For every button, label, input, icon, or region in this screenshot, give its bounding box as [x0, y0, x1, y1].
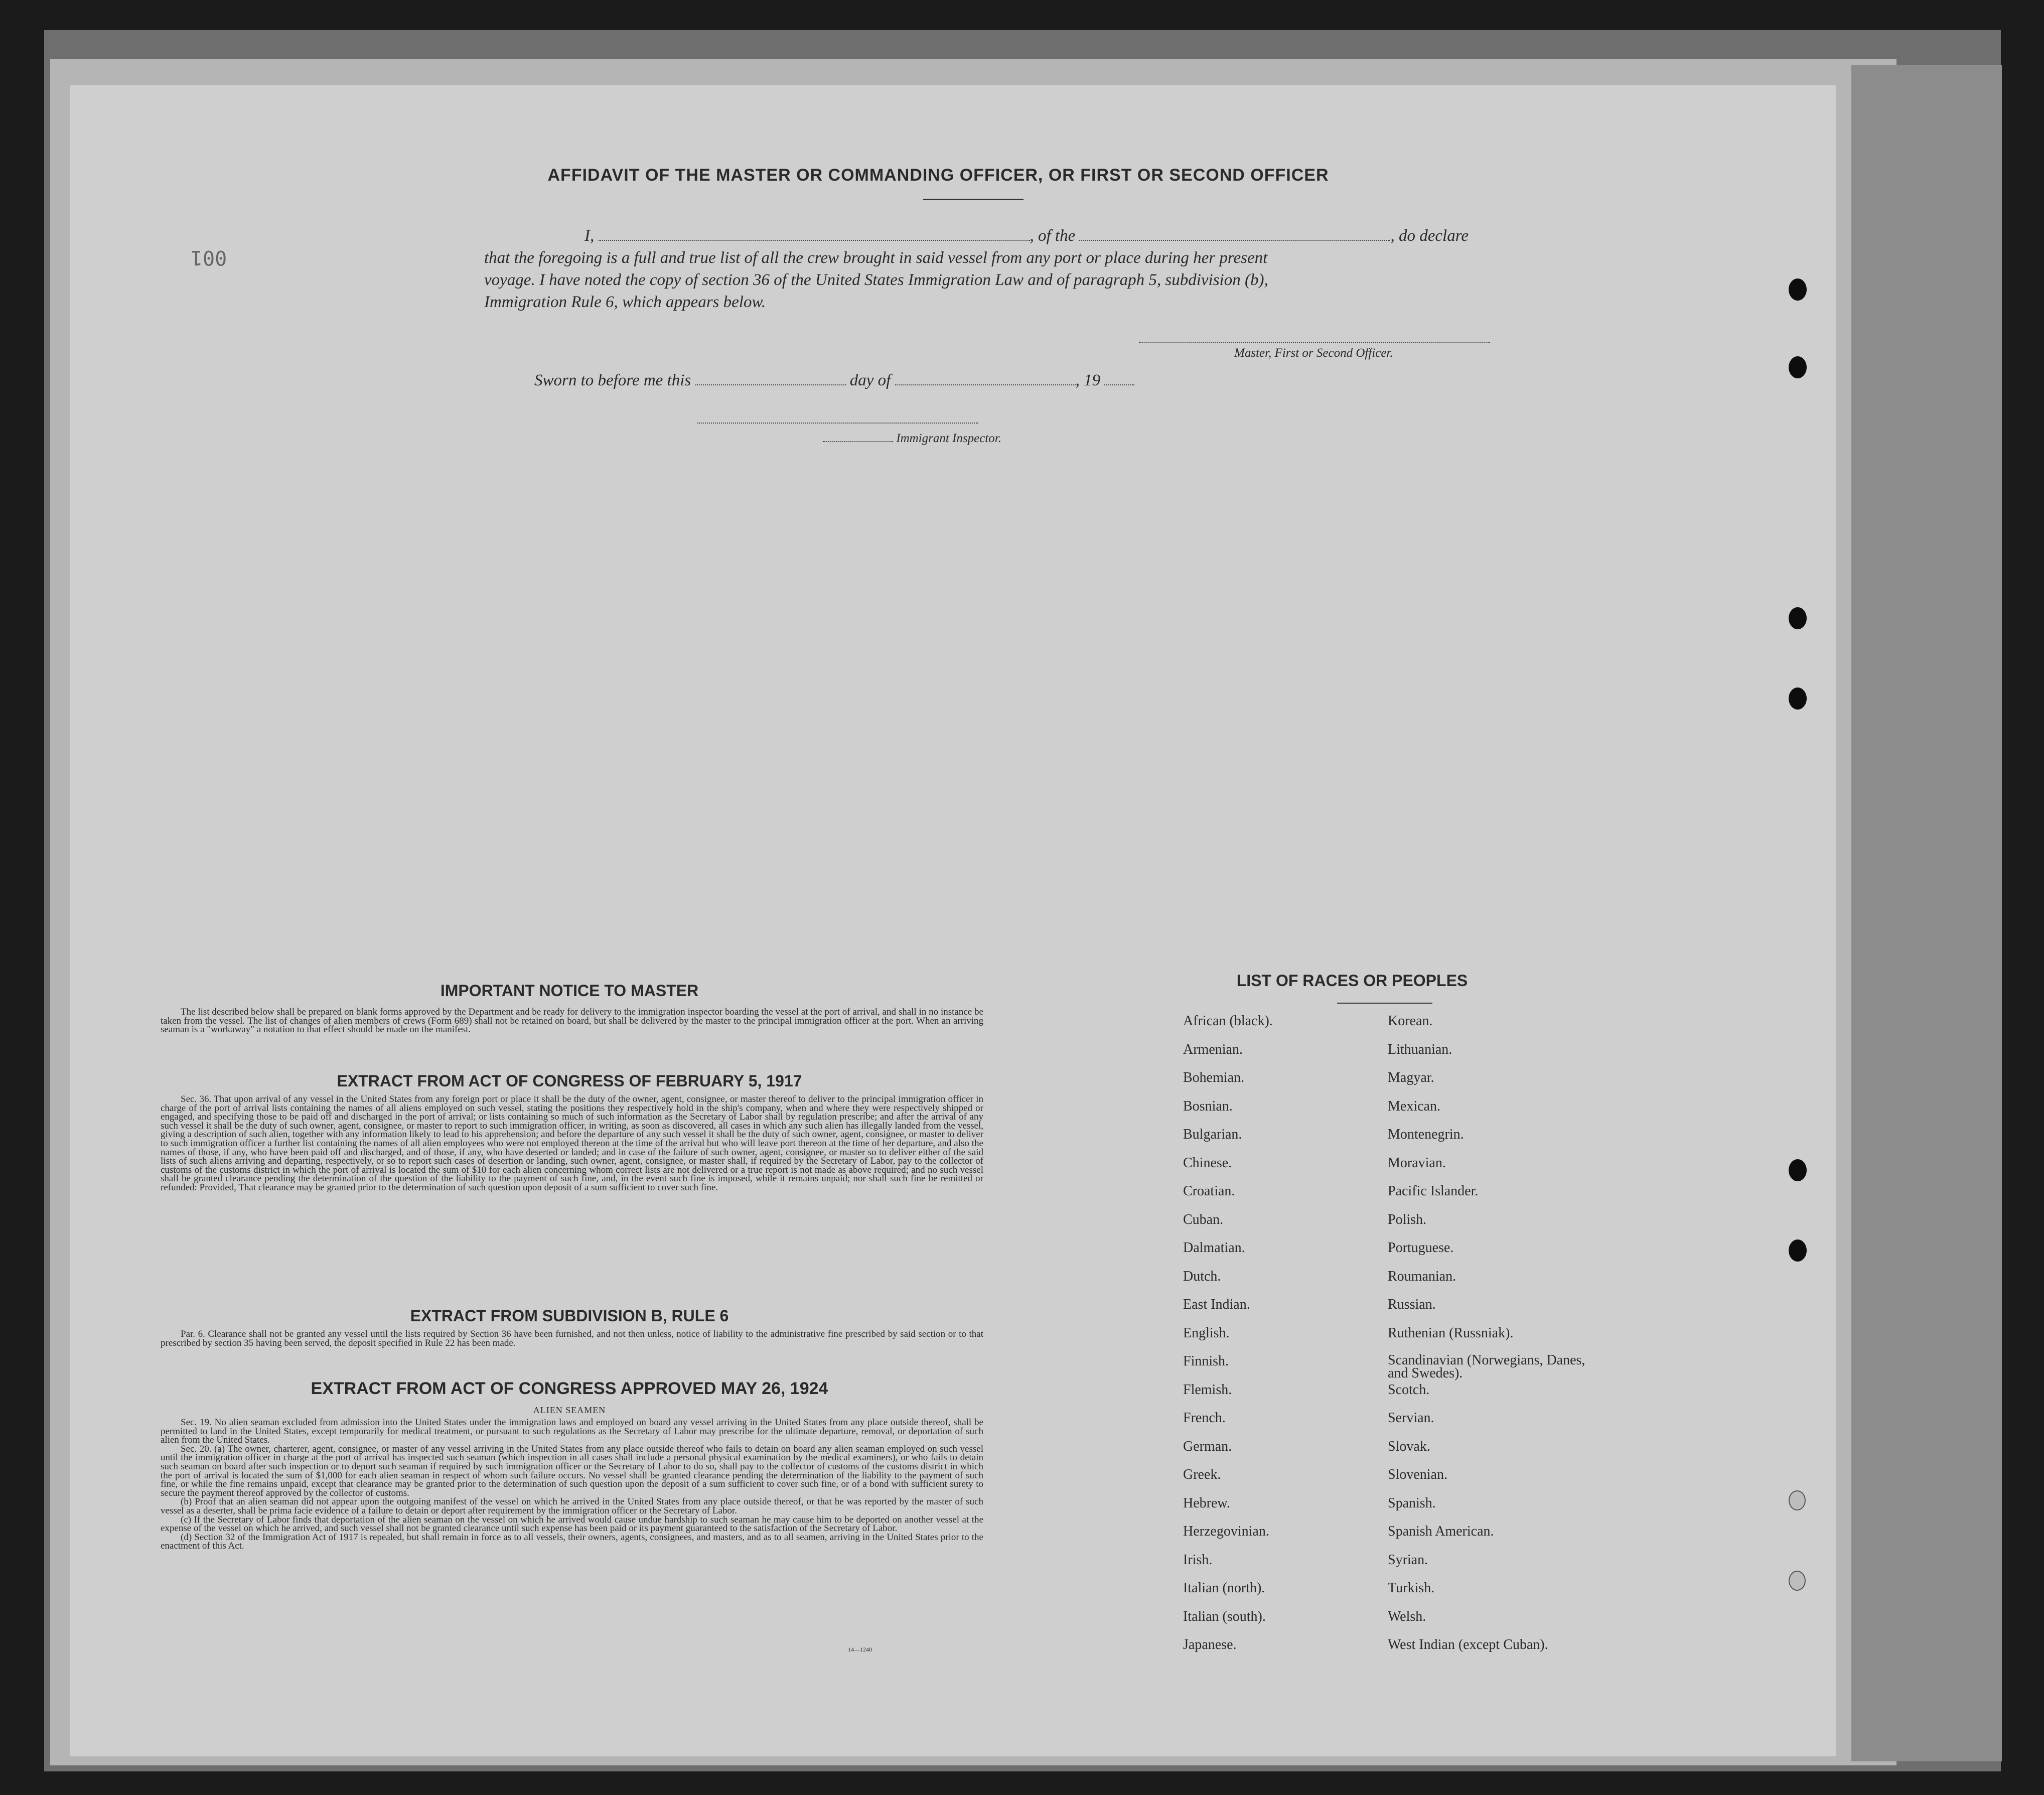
race-item: Welsh.	[1388, 1608, 1426, 1624]
title-underline	[923, 199, 1024, 200]
affidavit-title: AFFIDAVIT OF THE MASTER OR COMMANDING OFFICER, OR FIRST OR SECOND OFFICER	[547, 166, 1329, 185]
rule-6-title: EXTRACT FROM SUBDIVISION B, RULE 6	[410, 1307, 729, 1325]
race-item: East Indian.	[1183, 1297, 1250, 1312]
binder-hole	[1789, 1239, 1807, 1262]
form-number: 14—1240	[848, 1646, 872, 1653]
race-item: Mexican.	[1388, 1098, 1440, 1114]
race-item: Spanish American.	[1388, 1524, 1494, 1539]
back-sheet-right-edge	[1851, 65, 2002, 1761]
race-item: Dalmatian.	[1183, 1240, 1245, 1256]
i-label: I,	[585, 227, 595, 245]
race-item: Lithuanian.	[1388, 1041, 1452, 1057]
race-item: Greek.	[1183, 1467, 1221, 1482]
races-column-1	[1183, 1014, 1369, 1666]
race-item: Italian (north).	[1183, 1580, 1265, 1596]
binder-hole	[1789, 607, 1807, 629]
notice-title: IMPORTANT NOTICE TO MASTER	[440, 982, 699, 1000]
sec-20b-paragraph: (b) Proof that an alien seaman did not appear upon the outgoing manifest of the vessel on which he arrived in the United States from any place outside thereof, or that he was reported by the master of such vessel as a deserter, shall be prima facie evidence of a failure to detain or deport after requirement by the immigration officer or the Secretary of Labor.	[161, 1496, 983, 1516]
binder-hole-reinforced	[1789, 1490, 1806, 1510]
sec-19-paragraph: Sec. 19. No alien seaman excluded from admission into the United States under the immigration laws and employed on board any vessel arriving in the United States from any place outside thereof, shall be permitted to land in the United States, except temporarily for medical treatment, or pursuant to such regulations as the Secretary of Labor may prescribe for the ultimate departure, removal, or deportation of such alien from the United States.	[161, 1417, 983, 1446]
race-item: Armenian.	[1183, 1041, 1243, 1057]
stamp-number: 001	[191, 246, 227, 269]
act-1917-title: EXTRACT FROM ACT OF CONGRESS OF FEBRUARY 5, 1917	[337, 1072, 802, 1090]
race-item: Russian.	[1388, 1297, 1436, 1312]
year-prefix-label: , 19	[1075, 371, 1101, 389]
manifest-back-page	[70, 85, 1836, 1756]
race-item: Polish.	[1388, 1211, 1427, 1227]
binder-hole-reinforced	[1789, 1571, 1806, 1591]
rule-6-text	[161, 1330, 983, 1347]
race-item: German.	[1183, 1438, 1232, 1454]
sworn-year-field[interactable]	[1104, 371, 1134, 385]
master-signature-line[interactable]	[1139, 342, 1490, 343]
races-column-2	[1388, 1014, 1598, 1666]
sworn-month-field[interactable]	[895, 371, 1076, 385]
act-1924-text	[161, 1418, 983, 1551]
race-item: Montenegrin.	[1388, 1127, 1464, 1142]
inspector-signature-line[interactable]	[697, 423, 978, 424]
race-item: Turkish.	[1388, 1580, 1435, 1596]
vessel-name-field[interactable]	[1079, 227, 1390, 241]
binder-hole	[1789, 279, 1807, 301]
master-signature-caption: Master, First or Second Officer.	[1234, 346, 1393, 360]
race-item: Scotch.	[1388, 1382, 1430, 1398]
notice-text	[161, 1008, 983, 1034]
notice-paragraph: The list described below shall be prepared on blank forms approved by the Department and be ready for delivery to the immigration inspector boarding the vessel at the port of arrival, and shall in no instance be taken from the vessel. The list of changes of alien members of crews (Form 689) shall not be retained on board, but shall be delivered by the master to the principal immigration officer at the port. When an arriving seaman is a "workaway" a notation to that effect should be made on the manifest.	[161, 1007, 983, 1035]
sec-20c-paragraph: (c) If the Secretary of Labor finds that deportation of the alien seaman on the vessel on which he arrived would cause undue hardship to such seaman he may cause him to be deported on another vessel at the expense of the vessel on which he arrived, and such vessel shall not be granted clearance until such expense has been paid or its payment guaranteed to the satisfaction of the Secretary of Labor.	[161, 1514, 983, 1534]
race-item: Moravian.	[1388, 1155, 1446, 1171]
alien-seamen-subtitle: ALIEN SEAMEN	[533, 1405, 606, 1415]
race-item: Roumanian.	[1388, 1268, 1456, 1284]
race-item: Italian (south).	[1183, 1608, 1266, 1624]
race-item: Bohemian.	[1183, 1070, 1245, 1085]
declaration-line-3: voyage. I have noted the copy of section 36 of the United States Immigration Law and of paragraph 5, subdivision (b),	[484, 271, 1268, 289]
race-item: Magyar.	[1388, 1070, 1434, 1085]
par-6-paragraph: Par. 6. Clearance shall not be granted any vessel until the lists required by Section 36 have been furnished, and not then unless, notice of liability to the administrative fine prescribed by said section or to that prescribed by section 35 having been served, the deposit specified in Rule 22 has been made.	[161, 1329, 983, 1348]
section-36-paragraph: Sec. 36. That upon arrival of any vessel in the United States from any foreign port or place it shall be the duty of the owner, agent, consignee, or master thereof to deliver to the principal immigration officer in charge of the port of arrival lists containing the names of all aliens employed on such vessel, stating the positions they respectively hold in the ship's company, when and where they were respectively shipped or engaged, and specifying those to be paid off and discharged in the port of arrival; or lists containing so much of such information as the Secretary of Labor shall by regulation prescribe; and after the arrival of any such vessel it shall be the duty of such owner, agent, consignee, or master to report to such immigration officer, in writing, as soon as discovered, all cases in which any such alien has illegally landed from the vessel, giving a description of such alien, together with any information likely to lead to his apprehension; and before the departure of any such vessel it shall be the duty of such owner, agent, consignee, or master to deliver to such immigration officer a further list containing the names of all alien employees who were not employed thereon at the time of the arrival but who will leave port thereon at the time of her departure, and also the names of those, if any, who have been paid off and discharged, and of those, if any, who have deserted or landed; and in case of the failure of such owner, agent, consignee, or master so to deliver either of the said lists of such aliens arriving and departing, respectively, or so to report such cases of desertion or landing, such owner, agent, consignee, or master shall, if required by the Secretary of Labor, pay to the collector of customs of the customs district in which the port of arrival is located the sum of $10 for each alien concerning whom correct lists are not delivered or a true report is not made as above required; and no such vessel shall be granted clearance pending the determination of the question of the liability to the payment of such fine, and, in the event such fine is imposed, while it remains unpaid; nor shall such fine be remitted or refunded: Provided, That clearance may be granted prior to the determination of such question upon deposit of a sum sufficient to cover such fine.	[161, 1094, 983, 1193]
sec-20d-paragraph: (d) Section 32 of the Immigration Act of 1917 is repealed, but shall remain in force as to all vessels, their owners, agents, consignees, and masters, and as to all seamen, arriving in the United States prior to the enactment of this Act.	[161, 1532, 983, 1552]
race-item: Scandinavian (Norwegians, Danes, and Swedes).	[1388, 1352, 1585, 1381]
race-item: Syrian.	[1388, 1552, 1428, 1568]
race-item: Servian.	[1388, 1410, 1434, 1426]
race-item: Croatian.	[1183, 1183, 1235, 1199]
race-item: Pacific Islander.	[1388, 1183, 1479, 1199]
race-item: Flemish.	[1183, 1382, 1232, 1398]
of-the-label: , of the	[1030, 227, 1076, 245]
inspector-signature-caption	[823, 432, 1001, 446]
race-item: Bosnian.	[1183, 1098, 1233, 1114]
race-item: Irish.	[1183, 1552, 1213, 1568]
race-item: Japanese.	[1183, 1637, 1237, 1652]
master-name-field[interactable]	[599, 227, 1030, 241]
race-item: French.	[1183, 1410, 1226, 1426]
inspector-leader-dots	[823, 434, 893, 442]
race-item: Korean.	[1388, 1013, 1433, 1029]
binder-hole	[1789, 1159, 1807, 1181]
binder-hole	[1789, 687, 1807, 710]
declaration-line-2: that the foregoing is a full and true list of all the crew brought in said vessel from any port or place during her present	[484, 249, 1268, 267]
races-title-underline	[1337, 1003, 1432, 1004]
race-item: English.	[1183, 1325, 1230, 1341]
race-item: Hebrew.	[1183, 1495, 1230, 1511]
race-item: Cuban.	[1183, 1211, 1224, 1227]
sec-20a-paragraph: Sec. 20. (a) The owner, charterer, agent, consignee, or master of any vessel arriving in the United States from any place outside thereof who fails to detain on board any alien seaman employed on such vessel until the immigration officer in charge at the port of arrival has inspected such seaman (which inspection in all cases shall include a personal physical examination by the medical examiners), or who fails to detain such seaman on board after such inspection or to deport such seaman if required by such immigration officer or the Secretary of Labor to do so, shall pay to the collector of customs of the customs district in which the port of arrival is located the sum of $1,000 for each alien seaman in respect of whom such failure occurs. No vessel shall be granted clearance pending the determination of the liability to the payment of such fine, or while the fine remains unpaid, except that clearance may be granted prior to the determination of such question upon the deposit of a sum sufficient to cover such fine, or of a bond with sufficient surety to secure the payment thereof approved by the collector of customs.	[161, 1443, 983, 1498]
race-item: Dutch.	[1183, 1268, 1221, 1284]
race-item: Chinese.	[1183, 1155, 1232, 1171]
race-item: Slovak.	[1388, 1438, 1430, 1454]
sworn-day-field[interactable]	[695, 371, 846, 385]
sworn-line	[534, 371, 1134, 390]
sworn-label: Sworn to before me this	[534, 371, 691, 389]
race-item: Spanish.	[1388, 1495, 1436, 1511]
race-item: Bulgarian.	[1183, 1127, 1242, 1142]
do-declare-label: , do declare	[1390, 227, 1469, 245]
day-of-label: day of	[849, 371, 891, 389]
declaration-line-4: Immigration Rule 6, which appears below.	[484, 293, 766, 311]
race-item: Slovenian.	[1388, 1467, 1447, 1482]
race-item: Finnish.	[1183, 1353, 1229, 1369]
declaration-line-1	[484, 225, 1538, 247]
race-item: African (black).	[1183, 1013, 1273, 1029]
race-item: Ruthenian (Russniak).	[1388, 1325, 1514, 1341]
inspector-caption-text: Immigrant Inspector.	[896, 432, 1001, 445]
act-1924-title: EXTRACT FROM ACT OF CONGRESS APPROVED MAY 26, 1924	[311, 1379, 828, 1398]
affidavit-body	[484, 225, 1538, 313]
binder-hole	[1789, 356, 1807, 378]
race-item: Herzegovinian.	[1183, 1524, 1269, 1539]
races-title: LIST OF RACES OR PEOPLES	[1236, 972, 1468, 990]
act-1917-text	[161, 1095, 983, 1192]
race-item: Portuguese.	[1388, 1240, 1454, 1256]
race-item: West Indian (except Cuban).	[1388, 1637, 1548, 1652]
